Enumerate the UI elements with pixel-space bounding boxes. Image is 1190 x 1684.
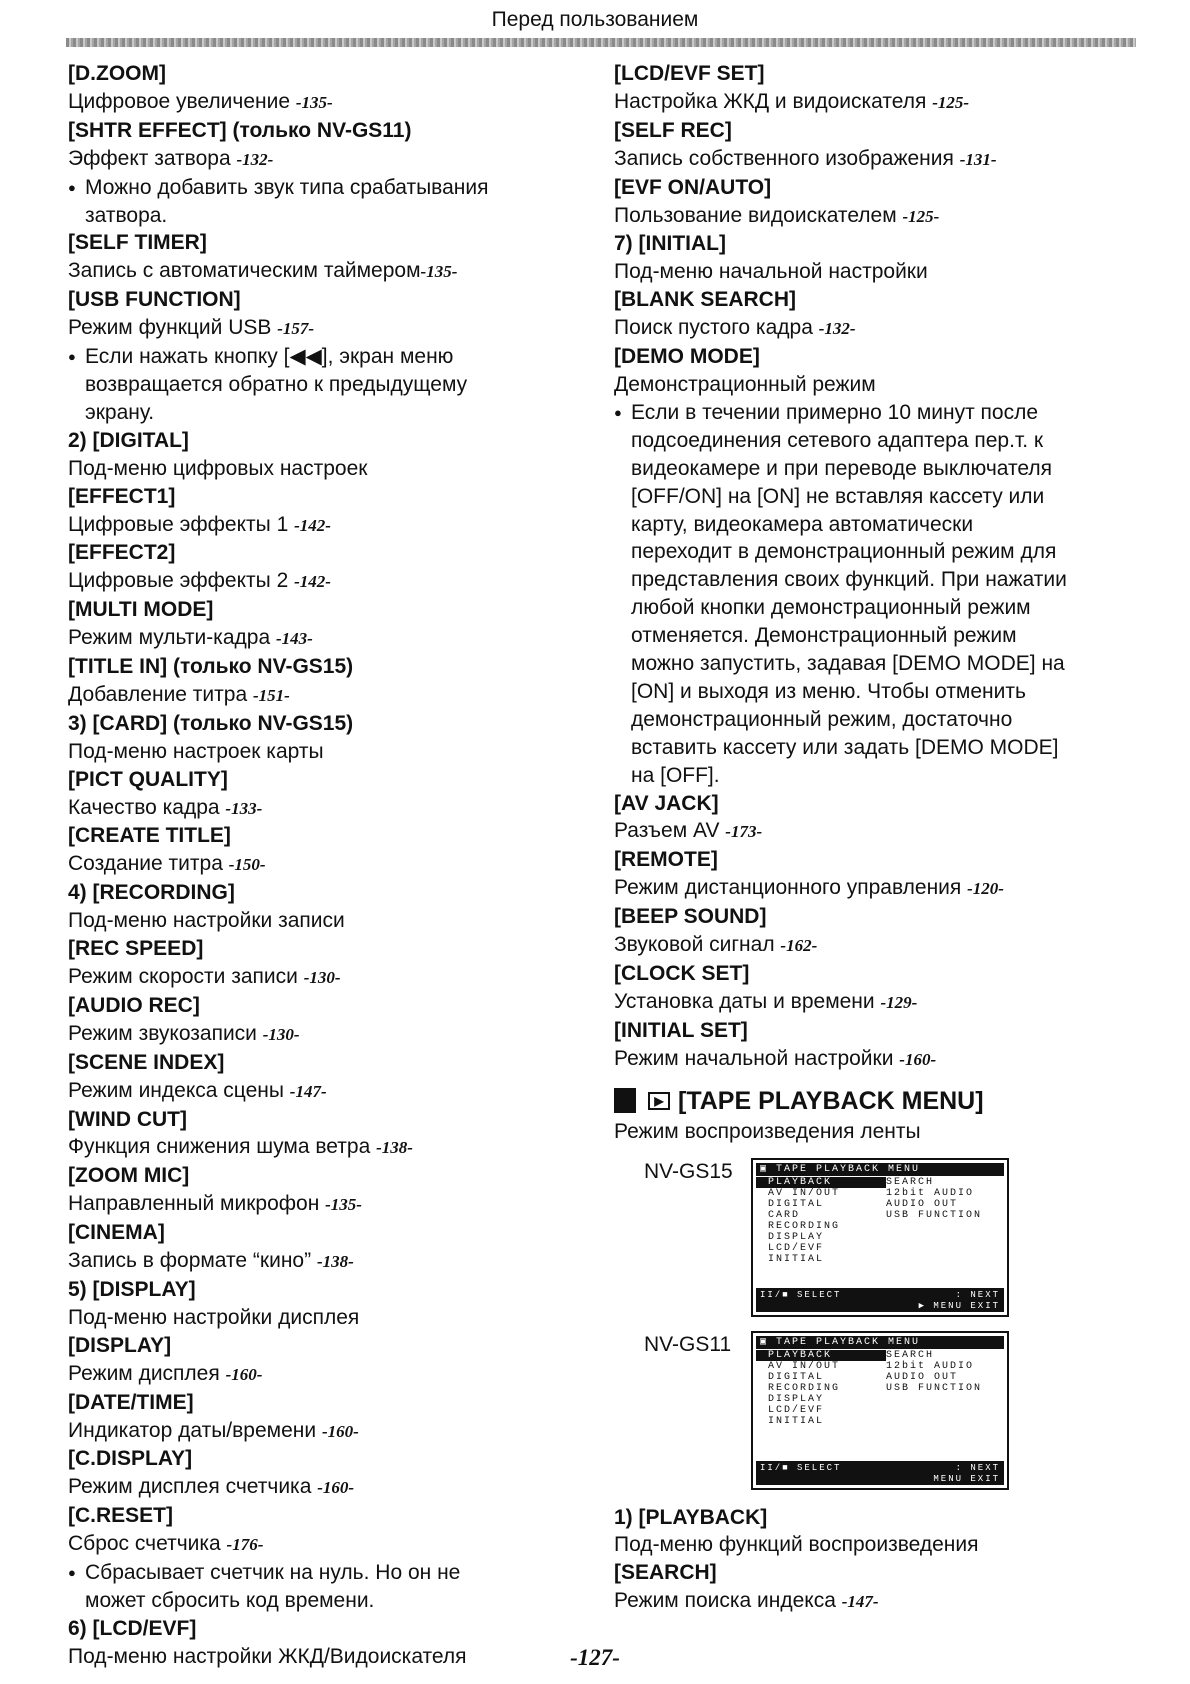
description-text: Режим поиска индекса [614,1589,842,1613]
play-icon: ▶ [648,1092,670,1110]
description-text: Цифровые эффекты 1 [68,512,295,536]
section-heading: [REC SPEED] [68,937,204,961]
description-line [614,1531,1134,1559]
description-text: Режим звукозаписи [68,1021,263,1045]
footer-nav-hints [919,1290,1000,1312]
description-line [614,931,1134,960]
description-text: Режим скорости записи [68,965,304,988]
bullet-line: может сбросить код времени. [85,1588,375,1612]
section-heading: 2) [DIGITAL] [68,428,189,452]
page-reference: -160- [899,1049,937,1069]
section-heading: [SCENE INDEX] [68,1050,225,1074]
menu-left-list [756,1350,886,1427]
page-reference: -135- [325,1195,362,1215]
description-line [614,988,1134,1017]
description-line [614,145,1134,174]
description-text: Режим дисплея счетчика [68,1475,318,1499]
page-reference: -132- [236,149,274,169]
bullet-line: ● Сбрасывает счетчик на нуль. Но он не [85,1561,461,1585]
description-text: Режим начальной настройки [614,1046,900,1070]
description-text: Качество кадра [68,795,226,819]
section-heading: [EVF ON/AUTO] [614,175,772,199]
description-line [614,1587,1134,1616]
section-heading: [MULTI MODE] [68,598,214,622]
menu-item: AV IN/OUT [768,1187,841,1199]
section-heading: [DEMO MODE] [614,345,760,369]
submenu-item: SEARCH [886,1350,1004,1361]
section-heading: [AV JACK] [614,791,719,815]
description-line [614,874,1134,903]
bullet-note [614,399,1134,790]
description-text: Запись с автоматическим таймером [68,259,421,283]
description-text: Функция снижения шума ветра [68,1135,377,1159]
page-reference: -133- [225,798,263,818]
description-line [614,202,1134,231]
page-reference: -120- [967,879,1004,899]
right-column-text [614,60,1134,1074]
description-text: Звуковой сигнал [614,933,781,957]
bullet-line: отменяется. Демонстрационный режим [631,624,1017,648]
description-text: Под-меню настройки записи [68,909,345,933]
section-heading: [SHTR EFFECT] (только NV-GS11) [68,118,412,142]
description-text: Под-меню функций воспроизведения [614,1533,979,1557]
menu-item: PLAYBACK [756,1177,886,1188]
description-text: Режим мульти-кадра [68,626,276,650]
section-heading: [DATE/TIME] [68,1390,194,1414]
description-line [614,258,1134,286]
description-text: Режим дистанционного управления [614,876,968,900]
description-text: Запись в формате “кино” [68,1249,317,1273]
footer-exit-hint: ▶ MENU EXIT [918,1300,1000,1311]
page-reference: -142- [294,572,331,592]
description-line [68,1247,568,1276]
menu-item: CARD [768,1209,801,1221]
description-text: Запись собственного изображения [614,146,960,170]
description-line [68,1020,568,1049]
menu-item: DIGITAL [768,1198,825,1210]
bullet-line: затвора. [85,203,168,227]
description-line [68,738,568,766]
description-line [68,257,568,286]
bullet-line: вставить кассету или задать [DEMO MODE] [631,735,1059,759]
section-heading: [SELF REC] [614,118,732,142]
bullet-line: ● Если в течении примерно 10 минут после [631,400,1039,424]
description-text: Установка даты и времени [614,989,881,1013]
submenu-item: USB FUNCTION [886,1209,983,1221]
menu-screen-group [644,1158,1134,1317]
menu-item: PLAYBACK [756,1350,886,1361]
menu-item: RECORDING [768,1220,841,1232]
description-line [614,1045,1134,1074]
section-heading: [CREATE TITLE] [68,824,231,848]
page-reference: -143- [275,629,313,649]
description-line [614,314,1134,343]
play-icon: ▣ [760,1336,777,1348]
page-reference: -160- [317,1478,355,1498]
description-line [68,850,568,879]
description-line [68,794,568,823]
description-text: Цифровое увеличение [68,89,296,113]
description-line [68,1190,568,1219]
menu-item: LCD/EVF [768,1242,825,1254]
page-reference: -147- [841,1592,879,1612]
play-icon: ▣ [760,1163,777,1175]
bullet-line: [ON] и выходя из меню. Чтобы отменить [631,679,1026,703]
section-heading: [C.DISPLAY] [68,1447,193,1471]
section-heading: 3) [CARD] (только NV-GS15) [68,711,354,735]
menu-right-list [886,1350,1004,1427]
menu-right-list [886,1177,1004,1265]
description-text: Под-меню начальной настройки [614,260,928,284]
description-line [68,681,568,710]
page-reference: -130- [262,1024,300,1044]
model-label: NV-GS15 [644,1159,733,1183]
section-heading: 5) [DISPLAY] [68,1277,196,1301]
bullet-line: демонстрационный режим, достаточно [631,707,1013,731]
description-line [68,1360,568,1389]
page-number: -127- [570,1645,620,1670]
section-heading: 7) [INITIAL] [614,232,726,256]
section-heading: [CINEMA] [68,1221,165,1245]
section-heading: [EFFECT1] [68,484,176,508]
section-heading: [DISPLAY] [68,1333,172,1357]
page-reference: -142- [294,515,331,535]
description-text: Режим индекса сцены [68,1078,290,1102]
menu-item: DISPLAY [768,1393,825,1405]
menu-screen-title [756,1336,1004,1349]
description-line [68,1304,568,1332]
submenu-item: SEARCH [886,1177,1004,1188]
description-text: Настройка ЖКД и видоискателя [614,89,933,113]
submenu-item: USB FUNCTION [886,1382,983,1394]
page-reference: -160- [321,1421,359,1441]
menu-title-text: TAPE PLAYBACK MENU [776,1336,921,1348]
description-line [68,963,568,992]
footer-next-hint: : NEXT [955,1289,1000,1300]
description-line [68,455,568,483]
description-text: Разъем AV [614,819,726,843]
description-line [68,1417,568,1446]
submenu-item: AUDIO OUT [886,1198,959,1210]
section-heading: [EFFECT2] [68,541,176,565]
menu-screen-footer [756,1461,1004,1485]
header-decorative-bar [66,38,1136,47]
after-screens-text [614,1504,1134,1617]
footer-nav-hints [933,1463,1000,1485]
footer-select-hint: II/■ SELECT [760,1289,842,1300]
bullet-line: экрану. [85,400,155,424]
menu-item: RECORDING [768,1382,841,1394]
description-text: Сброс счетчика [68,1532,227,1556]
menu-screen [751,1331,1009,1490]
bullet-line: ● Если нажать кнопку [◀◀], экран меню [85,345,454,369]
tape-playback-menu-title: [TAPE PLAYBACK MENU] [678,1086,984,1115]
submenu-item: 12bit AUDIO [886,1360,975,1372]
page-reference: -138- [316,1252,354,1272]
page-reference: -130- [303,968,341,987]
bullet-line: [OFF/ON] на [ON] не вставляя кассету или [631,484,1045,508]
description-text: Поиск пустого кадра [614,316,819,340]
section-heading: [LCD/EVF SET] [614,62,765,85]
section-heading: [AUDIO REC] [68,993,200,1017]
bullet-line: можно запустить, задавая [DEMO MODE] на [631,652,1065,676]
menu-item: INITIAL [768,1253,825,1265]
menu-screen-footer [756,1288,1004,1312]
section-heading: [PICT QUALITY] [68,767,228,791]
description-line [68,1133,568,1162]
description-text: Под-меню настроек карты [68,739,324,763]
section-heading: [BLANK SEARCH] [614,288,796,312]
page-reference: -162- [780,936,818,956]
menu-screen [751,1158,1009,1317]
menu-item: DISPLAY [768,1231,825,1243]
footer-select-hint: II/■ SELECT [760,1462,842,1473]
menu-screen-title [756,1163,1004,1176]
description-text: Индикатор даты/времени [68,1418,322,1442]
section-heading: [ZOOM MIC] [68,1164,190,1188]
menu-screen-body [756,1350,1004,1427]
page-reference: -125- [932,92,970,112]
section-heading: [WIND CUT] [68,1107,187,1131]
description-text: Добавление титра [68,682,253,706]
left-column [68,60,568,1671]
bullet-line: видеокамере и при переводе выключателя [631,456,1052,480]
description-line [68,88,568,117]
page-reference: -157- [277,319,315,339]
description-line [68,1077,568,1106]
page-reference: -131- [959,149,997,169]
menu-screen-group [644,1331,1134,1490]
model-label: NV-GS11 [644,1332,732,1356]
description-line [68,624,568,653]
description-text: Режим дисплея [68,1361,226,1385]
description-line [68,907,568,935]
footer-exit-hint: MENU EXIT [933,1473,1000,1484]
description-line [68,145,568,174]
bullet-line: на [OFF]. [631,763,720,787]
menu-title-text: TAPE PLAYBACK MENU [776,1163,921,1175]
description-line [614,371,1134,399]
page-reference: -160- [225,1364,263,1384]
description-text: Пользование видоискателем [614,203,903,227]
description-text: Создание титра [68,852,229,876]
description-line [614,88,1134,117]
description-text: Под-меню настройки ЖКД/Видоискателя [68,1644,467,1668]
submenu-item: 12bit AUDIO [886,1187,975,1199]
bullet-line: переходит в демонстрационный режим для [631,540,1057,564]
description-line [68,314,568,343]
description-text: Режим функций USB [68,316,278,340]
description-text: Направленный микрофон [68,1192,326,1216]
bullet-line: ● Можно добавить звук типа срабатывания [85,175,489,199]
section-heading: [CLOCK SET] [614,962,750,985]
page-reference: -151- [252,685,290,705]
description-text: Цифровые эффекты 2 [68,569,295,593]
page-reference: -129- [880,992,918,1012]
bullet-note [68,1559,568,1615]
section-heading: [D.ZOOM] [68,62,166,85]
menu-item: INITIAL [768,1415,825,1427]
menu-item: LCD/EVF [768,1404,825,1416]
page-reference: -132- [818,319,856,339]
bullet-line: представления своих функций. При нажатии [631,568,1067,592]
description-text: Под-меню цифровых настроек [68,456,368,480]
menu-left-list [756,1177,886,1265]
menu-screen-body [756,1177,1004,1265]
bullet-line: подсоединения сетевого адаптера пер.т. к [631,428,1044,452]
black-square-icon [614,1088,636,1113]
section-heading: [C.RESET] [68,1504,173,1528]
page-reference: -138- [376,1138,413,1158]
tape-playback-menu-heading [614,1084,1134,1118]
section-heading: [SEARCH] [614,1561,717,1585]
section-heading: [TITLE IN] (только NV-GS15) [68,655,354,679]
bullet-line: карту, видеокамера автоматически [631,512,974,536]
footer-next-hint: : NEXT [955,1462,1000,1473]
description-line [614,817,1134,846]
page-reference: -150- [228,855,266,875]
section-heading: [REMOTE] [614,848,718,872]
menu-screens [614,1158,1134,1490]
tape-playback-subtitle: Режим воспроизведения ленты [614,1119,921,1143]
bullet-note [68,343,568,427]
section-heading: 6) [LCD/EVF] [68,1616,197,1640]
page-reference: -135- [295,92,333,112]
description-text: Демонстрационный режим [614,372,876,396]
section-heading: [SELF TIMER] [68,231,207,255]
menu-item: DIGITAL [768,1371,825,1383]
page-reference: -135- [420,262,458,282]
description-line [68,1530,568,1559]
description-line [68,567,568,596]
page-reference: -125- [902,206,940,226]
bullet-line: любой кнопки демонстрационный режим [631,596,1031,620]
description-text: Под-меню настройки дисплея [68,1305,360,1329]
menu-item: AV IN/OUT [768,1360,841,1372]
section-heading: 1) [PLAYBACK] [614,1505,768,1529]
page-reference: -147- [289,1081,327,1101]
submenu-item: AUDIO OUT [886,1371,959,1383]
bullet-note [68,174,568,230]
description-line [68,511,568,540]
bullet-line: возвращается обратно к предыдущему [85,372,468,396]
description-text: Эффект затвора [68,146,237,170]
page-header-title: Перед пользованием [491,8,699,31]
section-heading: [INITIAL SET] [614,1018,748,1042]
page-reference: -173- [725,822,763,842]
section-heading: [USB FUNCTION] [68,288,241,312]
right-column [614,60,1134,1616]
section-heading: [BEEP SOUND] [614,905,767,929]
description-line [68,1473,568,1502]
section-heading: 4) [RECORDING] [68,881,235,905]
page-reference: -176- [226,1535,264,1555]
